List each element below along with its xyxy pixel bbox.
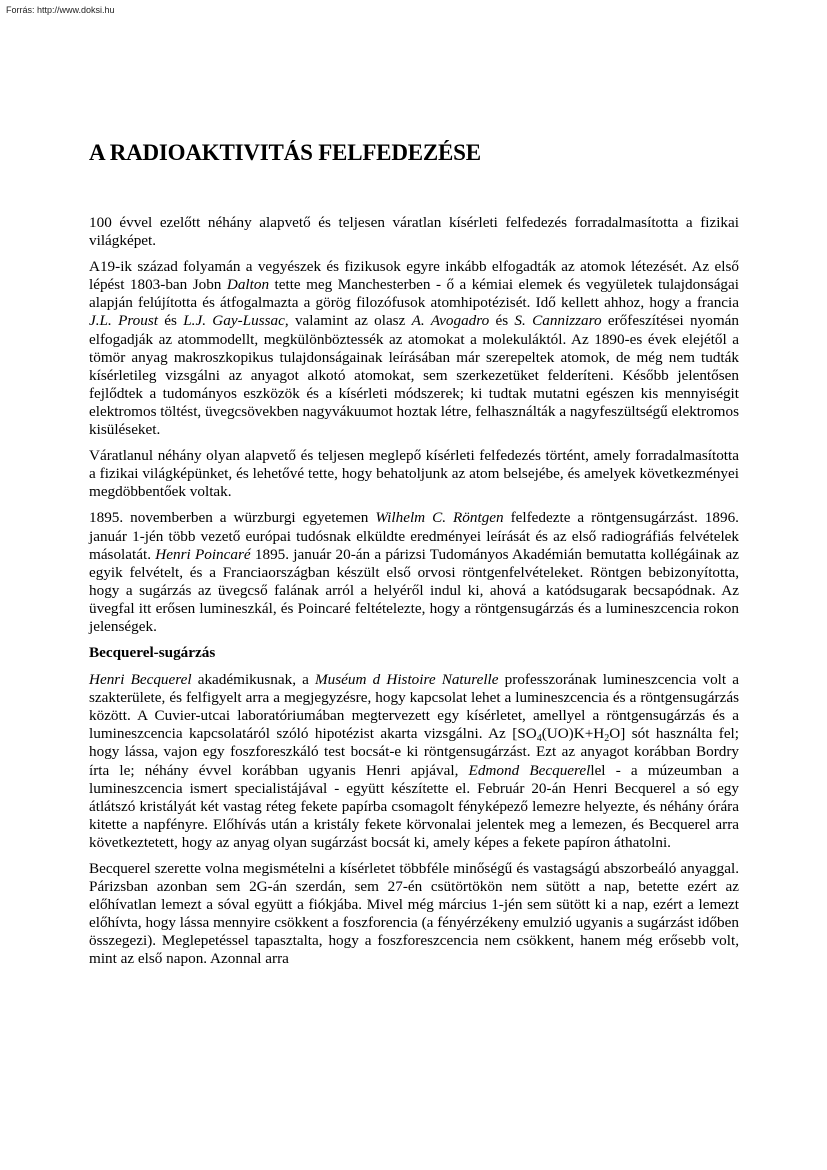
text-run: 1895. novemberben a würzburgi egyetemen — [89, 509, 376, 527]
text-run: O] sót használta fel; hogy lássa, vajon egy foszforeszkáló test bocsát-e ki röntgensugárzást. Ezt az anyagot korábban Bordry írta le; néhány évvel korábban ugyanis Henri apjával, — [89, 725, 739, 779]
document-body — [89, 138, 739, 977]
text-run: és — [158, 312, 184, 330]
text-run: (UO)K+H — [541, 725, 605, 743]
text-run: , valamint az olasz — [284, 312, 412, 330]
source-line: Forrás: http://www.doksi.hu — [6, 5, 115, 15]
name-poincare: Henri Poincaré — [155, 545, 251, 563]
name-rontgen: Wilhelm C. Röntgen — [375, 509, 504, 527]
text-run: akadémikusnak, a — [191, 671, 316, 689]
paragraph-experiment: Becquerel szerette volna megismételni a kísérletet többféle minőségű és vastagságú abszorbeáló anyaggal. Párizsban azonban sem 2G-án szerdán, sem 27-én csütörtökön nem sütött a nap, betette ezért az előhívatlan lemezt a sóval együtt a fiókjába. Mivel még március 1-jén sem sütött ki a nap, ezért a lemezt előhívta, hogy lássa mennyire csökkent a foszforencia (a fényérzékeny emulzió ugyanis a sugárzást időben összegezi). Meglepetéssel tapasztalta, hogy a foszforeszcencia nem csökkent, hanem még erősebb volt, mint az első napon. Azonnal arra — [89, 860, 739, 968]
name-edmond-becquerel: Edmond Becquerel — [468, 761, 591, 779]
name-museum: Muséum d Histoire Naturelle — [315, 671, 499, 689]
intro-paragraph: 100 évvel ezelőtt néhány alapvető és teljesen váratlan kísérleti felfedezés forradalmasította a fizikai világképet. — [89, 214, 739, 250]
subscript: 4 — [536, 733, 542, 745]
text-run: erőfeszítései nyomán elfogadják az atommodellt, megkülönböztessék az atomokat a molekuláktól. Az 1890-es évek elejétől a tömör anyag makroszkopikus tulajdonságainak leírásában már szerepeltek atomok, de még nem tudták kísérletileg vizsgálni az anyagot alkotó atomokat, sem szerkezetüket felderíteni. Később jelentősen fejlődtek a tudományos eszközök és a kísérleti módszerek; ki tudtak mutatni egészen kis mennyiségit elektromos töltést, üvegcsövekben nagyvákuumot hoztak létre, felhasználták a nagyfeszültségű elektromos kisüléseket. — [89, 312, 739, 439]
subscript: 2 — [604, 733, 610, 745]
name-becquerel: Henri Becquerel — [89, 671, 192, 689]
name-avogadro: A. Avogadro — [411, 312, 490, 330]
text-run: és — [489, 312, 515, 330]
paragraph-discoveries: Váratlanul néhány olyan alapvető és teljesen meglepő kísérleti felfedezés történt, amely forradalmasította a fizikai világképünket, és lehetővé tette, hogy behatoljunk az atom belsejébe, és amelyek következményei megdöbbentőek voltak. — [89, 447, 739, 501]
name-proust: J.L. Proust — [89, 312, 159, 330]
text-run: A19-ik század folyamán a vegyészek és fizikusok egyre inkább elfogadták az atomok létezését. Az első lépést 1803-ban Jobn — [89, 258, 739, 294]
paragraph-rontgen — [89, 509, 739, 636]
paragraph-becquerel — [89, 671, 739, 852]
section-heading-becquerel: Becquerel-sugárzás — [89, 644, 216, 662]
text-run: 1895. január 20-án a párizsi Tudományos Akadémián bemutatta kollégáinak az egyik felvételt, és a Franciaországban készült első orvosi röntgenfelvételeket. Röntgen bebizonyította, hogy a sugárzás az üvegcső falának arról a helyéről indul ki, ahová a katódsugarak becsapódnak. Az üvegfal itt erősen lumineszkál, és Poincaré feltételezte, hogy a röntgensugárzás és a lumineszcencia rokon jelenségek. — [89, 545, 739, 635]
name-cannizzaro: S. Cannizzaro — [514, 312, 602, 330]
paragraph-atom-history — [89, 258, 739, 439]
text-run: lel - a múzeumban a lumineszcencia ismert specialistájával - együtt készítette el. Február 20-án Henri Becquerel a só egy átlátszó kristályát két vastag réteg fekete papírba csomagolt fényképező lemezre helyezte, és néhány órára kitette a napfényre. Előhívás után a kristály fekete körvonalai jelentek meg a lemezen, és Becquerel arra következtetett, hogy az anyag olyan sugárzást bocsát ki, amely képes a fekete papíron áthatolni. — [89, 761, 739, 851]
name-dalton: Dalton — [226, 276, 270, 294]
text-run: professzorának lumineszcencia volt a szakterülete, és felfigyelt arra a megjegyzésre, hogy kapcsolat lehet a lumineszcencia és a röntgensugárzás között. A Cuvier-utcai laboratóriumában megtervezett egy kísérletet, amellyel a röntgensugárzás és a lumineszcencia kapcsolatáról szóló hipotézist akarta vizsgálni. Az [SO — [89, 671, 740, 743]
name-gay-lussac: L.J. Gay-Lussac — [183, 312, 285, 330]
text-run: tette meg Manchesterben - ő a kémiai elemek és vegyületek tulajdonságai alapján felújította és átfogalmazta a görög filozófusok atomhipotézisét. Idő kellett ahhoz, hogy a francia — [89, 276, 739, 312]
page-title: A RADIOAKTIVITÁS FELFEDEZÉSE — [89, 140, 481, 165]
text-run: felfedezte a röntgensugárzást. 1896. január 1-jén több vezető európai tudósnak elküldte eredményei leírását és az első radiográfiás felvételek másolatát. — [89, 509, 739, 563]
